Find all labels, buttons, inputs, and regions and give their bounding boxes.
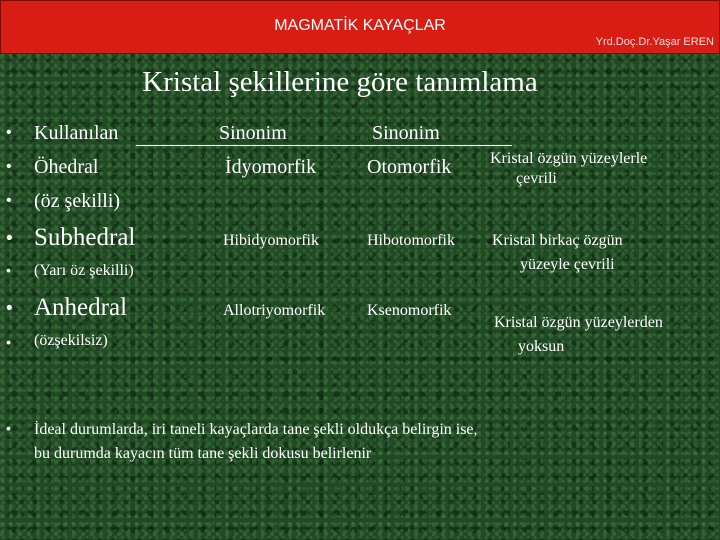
synonym-automorphic: Otomorfik <box>367 156 452 178</box>
meaning-euhedral: (öz şekilli) <box>34 190 121 212</box>
header-title: MAGMATİK KAYAÇLAR <box>274 17 446 34</box>
meaning-subhedral: (Yarı öz şekilli) <box>34 262 134 279</box>
synonym-idiomorphic: İdyomorfik <box>225 156 317 178</box>
term-subhedral: Subhedral <box>34 224 136 251</box>
description-subhedral-line1: Kristal birkaç özgün <box>492 232 623 249</box>
synonym-allotriomorphic: Allotriyomorfik <box>223 302 326 319</box>
column-header-term: Kullanılan <box>34 122 119 144</box>
term-anhedral: Anhedral <box>34 294 128 321</box>
header-underline <box>136 145 512 146</box>
column-header-synonym-1: Sinonim <box>219 122 287 144</box>
meaning-anhedral: (özşekilsiz) <box>34 332 108 349</box>
synonym-xenomorphic: Ksenomorfik <box>367 302 452 319</box>
description-anhedral-line1: Kristal özgün yüzeylerden <box>494 314 663 331</box>
header-author: Yrd.Doç.Dr.Yaşar EREN <box>595 36 714 48</box>
synonym-hypidiomorphic: Hibidyomorfik <box>223 232 319 249</box>
bullet-icon: • <box>6 262 11 278</box>
bullet-icon: • <box>6 192 12 209</box>
bullet-icon: • <box>6 420 11 436</box>
description-subhedral-line2: yüzeyle çevrili <box>520 256 615 273</box>
column-header-synonym-2: Sinonim <box>372 122 440 144</box>
synonym-hypautomorphic: Hibotomorfik <box>367 232 455 249</box>
note-text: İdeal durumlarda, iri taneli kayaçlarda tane şekli oldukça belirgin ise, bu durumda kayacın tüm tane şekli dokusu belirlenir <box>34 421 478 462</box>
bullet-icon: • <box>6 334 11 350</box>
bullet-icon: • <box>6 298 13 319</box>
bullet-icon: • <box>6 124 12 141</box>
description-euhedral-line1: Kristal özgün yüzeylerle <box>490 150 648 167</box>
bullet-icon: • <box>6 228 13 249</box>
description-euhedral-line2: çevrili <box>516 170 557 187</box>
term-euhedral: Öhedral <box>34 156 99 178</box>
bullet-icon: • <box>6 158 12 175</box>
slide-title: Kristal şekillerine göre tanımlama <box>142 66 538 98</box>
description-anhedral-line2: yoksun <box>518 338 565 355</box>
